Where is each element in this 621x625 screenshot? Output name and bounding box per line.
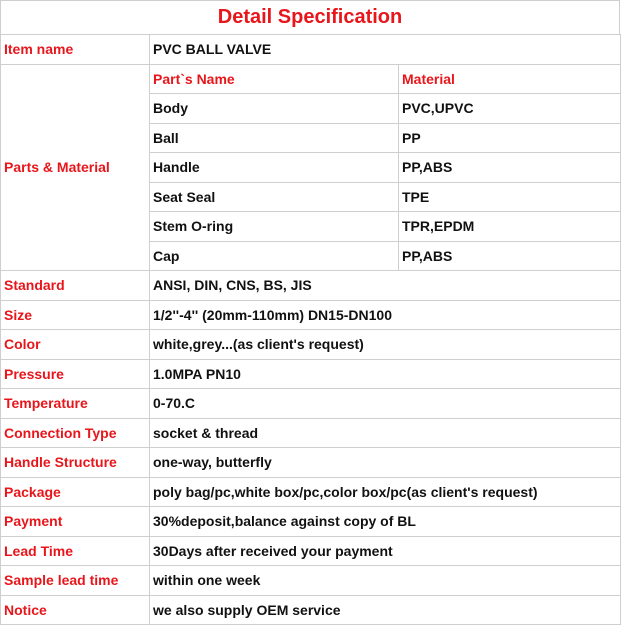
part-name: Seat Seal [150,182,399,212]
table-row [1,300,621,330]
page-title: Detail Specification [0,0,620,34]
row-label: Size [1,300,150,330]
row-value: within one week [150,566,621,596]
part-material: TPR,EPDM [399,212,621,242]
part-material: PP,ABS [399,241,621,271]
row-label: Package [1,477,150,507]
part-name: Handle [150,153,399,183]
row-value: white,grey...(as client's request) [150,330,621,360]
part-name: Cap [150,241,399,271]
table-row [1,418,621,448]
row-value: ANSI, DIN, CNS, BS, JIS [150,271,621,301]
table-row [1,389,621,419]
column-header-part: Part`s Name [150,64,399,94]
row-value: poly bag/pc,white box/pc,color box/pc(as client's request) [150,477,621,507]
part-material: PVC,UPVC [399,94,621,124]
row-label: Handle Structure [1,448,150,478]
part-material: TPE [399,182,621,212]
row-label: Color [1,330,150,360]
part-name: Stem O-ring [150,212,399,242]
row-value: 30%deposit,balance against copy of BL [150,507,621,537]
row-value: PVC BALL VALVE [150,35,621,65]
part-material: PP [399,123,621,153]
table-row [1,595,621,625]
row-label: Payment [1,507,150,537]
row-label: Connection Type [1,418,150,448]
table-row [1,35,621,65]
row-value: one-way, butterfly [150,448,621,478]
row-value: 0-70.C [150,389,621,419]
row-value: 1.0MPA PN10 [150,359,621,389]
row-label: Notice [1,595,150,625]
part-name: Body [150,94,399,124]
part-material: PP,ABS [399,153,621,183]
row-label: Sample lead time [1,566,150,596]
table-row [1,330,621,360]
table-row [1,359,621,389]
table-row [1,448,621,478]
part-name: Ball [150,123,399,153]
table-row [1,507,621,537]
row-label: Temperature [1,389,150,419]
row-value: 1/2''-4'' (20mm-110mm) DN15-DN100 [150,300,621,330]
row-label: Standard [1,271,150,301]
row-value: 30Days after received your payment [150,536,621,566]
table-row [1,271,621,301]
row-value: we also supply OEM service [150,595,621,625]
row-label: Pressure [1,359,150,389]
row-label: Item name [1,35,150,65]
table-row [1,477,621,507]
table-row [1,566,621,596]
row-label: Parts & Material [1,64,150,271]
column-header-material: Material [399,64,621,94]
row-value: socket & thread [150,418,621,448]
spec-table [0,34,621,625]
table-row [1,64,621,94]
row-label: Lead Time [1,536,150,566]
table-row [1,536,621,566]
